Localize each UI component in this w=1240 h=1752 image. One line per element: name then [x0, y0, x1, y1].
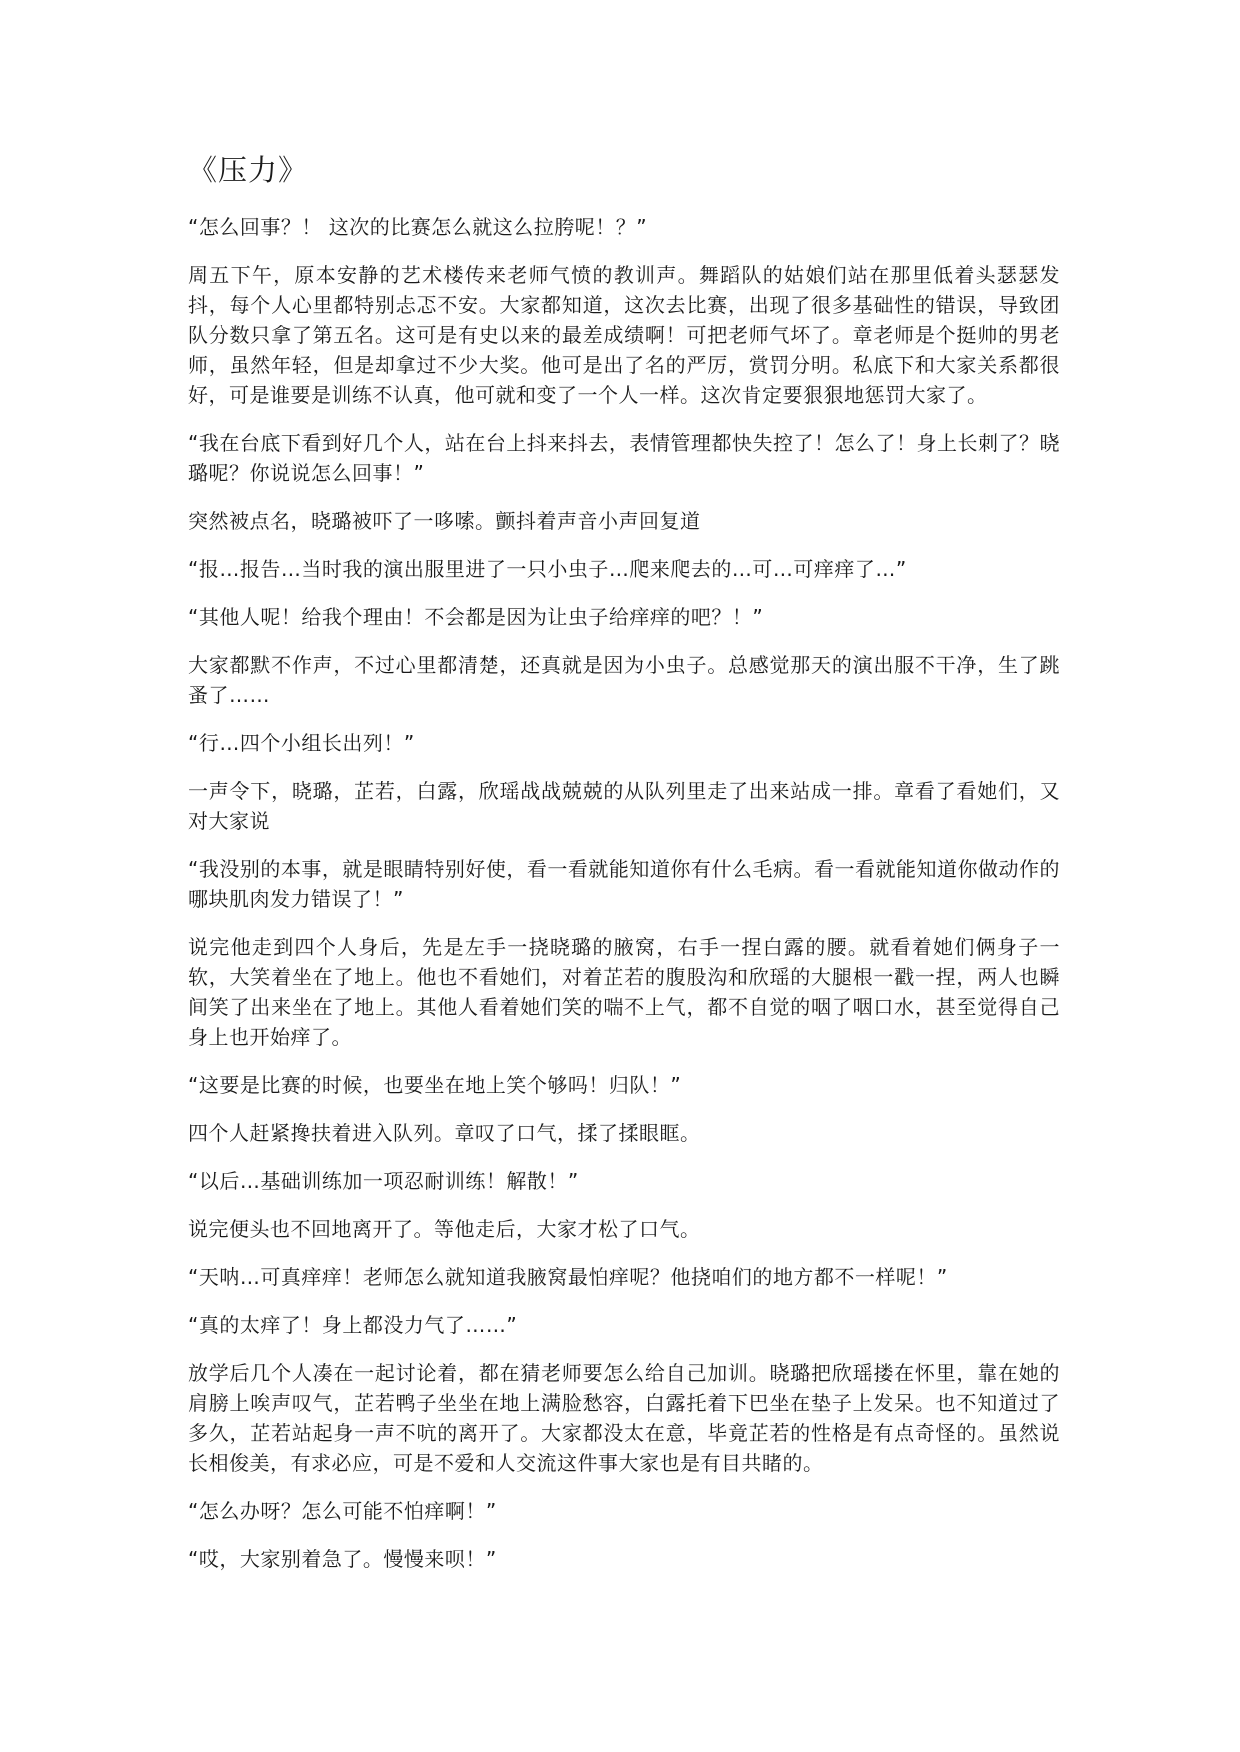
paragraph: “真的太痒了！身上都没力气了……” — [188, 1313, 518, 1337]
paragraph: 突然被点名，晓璐被吓了一哆嗦。颤抖着声音小声回复道 — [188, 509, 701, 533]
paragraph: “我在台底下看到好几个人，站在台上抖来抖去，表情管理都快失控了！怎么了！身上长刺了？晓璐呢？你说说怎么回事！” — [188, 431, 1060, 485]
document-body — [188, 212, 1060, 1574]
paragraph: “我没别的本事，就是眼睛特别好使，看一看就能知道你有什么毛病。看一看就能知道你做动作的哪块肌肉发力错误了！” — [188, 857, 1060, 911]
paragraph: “哎，大家别着急了。慢慢来呗！” — [188, 1547, 497, 1571]
paragraph: 放学后几个人凑在一起讨论着，都在猜老师要怎么给自己加训。晓璐把欣瑶搂在怀里，靠在她的肩膀上唉声叹气，芷若鸭子坐坐在地上满脸愁容，白露托着下巴坐在垫子上发呆。也不知道过了多久，芷若站起身一声不吭的离开了。大家都没太在意，毕竟芷若的性格是有点奇怪的。虽然说长相俊美，有求必应，可是不爱和人交流这件事大家也是有目共睹的。 — [188, 1361, 1060, 1475]
paragraph: 大家都默不作声，不过心里都清楚，还真就是因为小虫子。总感觉那天的演出服不干净，生了跳蚤了…… — [188, 653, 1060, 707]
paragraph: 说完便头也不回地离开了。等他走后，大家才松了口气。 — [188, 1217, 701, 1241]
document-page — [188, 150, 1060, 1592]
paragraph: “以后…基础训练加一项忍耐训练！解散！” — [188, 1169, 579, 1193]
paragraph: “这要是比赛的时候，也要坐在地上笑个够吗！归队！” — [188, 1073, 682, 1097]
paragraph: “其他人呢！给我个理由！不会都是因为让虫子给痒痒的吧？！” — [188, 605, 764, 629]
paragraph: “行…四个小组长出列！” — [188, 731, 415, 755]
paragraph: “报…报告…当时我的演出服里进了一只小虫子…爬来爬去的…可…可痒痒了…” — [188, 557, 907, 581]
paragraph: 说完他走到四个人身后，先是左手一挠晓璐的腋窝，右手一捏白露的腰。就看着她们俩身子一软，大笑着坐在了地上。他也不看她们，对着芷若的腹股沟和欣瑶的大腿根一戳一捏，两人也瞬间笑了出来坐在了地上。其他人看着她们笑的喘不上气，都不自觉的咽了咽口水，甚至觉得自己身上也开始痒了。 — [188, 935, 1060, 1049]
paragraph: 一声令下，晓璐，芷若，白露，欣瑶战战兢兢的从队列里走了出来站成一排。章看了看她们，又对大家说 — [188, 779, 1060, 833]
paragraph: “怎么回事？！ 这次的比赛怎么就这么拉胯呢！？” — [188, 215, 648, 239]
document-title: 《压力》 — [188, 153, 309, 187]
paragraph: 四个人赶紧搀扶着进入队列。章叹了口气，揉了揉眼眶。 — [188, 1121, 701, 1145]
paragraph: 周五下午，原本安静的艺术楼传来老师气愤的教训声。舞蹈队的姑娘们站在那里低着头瑟瑟发抖，每个人心里都特别忐忑不安。大家都知道，这次去比赛，出现了很多基础性的错误，导致团队分数只拿了第五名。这可是有史以来的最差成绩啊！可把老师气坏了。章老师是个挺帅的男老师，虽然年轻，但是却拿过不少大奖。他可是出了名的严厉，赏罚分明。私底下和大家关系都很好，可是谁要是训练不认真，他可就和变了一个人一样。这次肯定要狠狠地惩罚大家了。 — [188, 263, 1060, 407]
paragraph: “怎么办呀？怎么可能不怕痒啊！” — [188, 1499, 497, 1523]
paragraph: “天呐…可真痒痒！老师怎么就知道我腋窝最怕痒呢？他挠咱们的地方都不一样呢！” — [188, 1265, 948, 1289]
